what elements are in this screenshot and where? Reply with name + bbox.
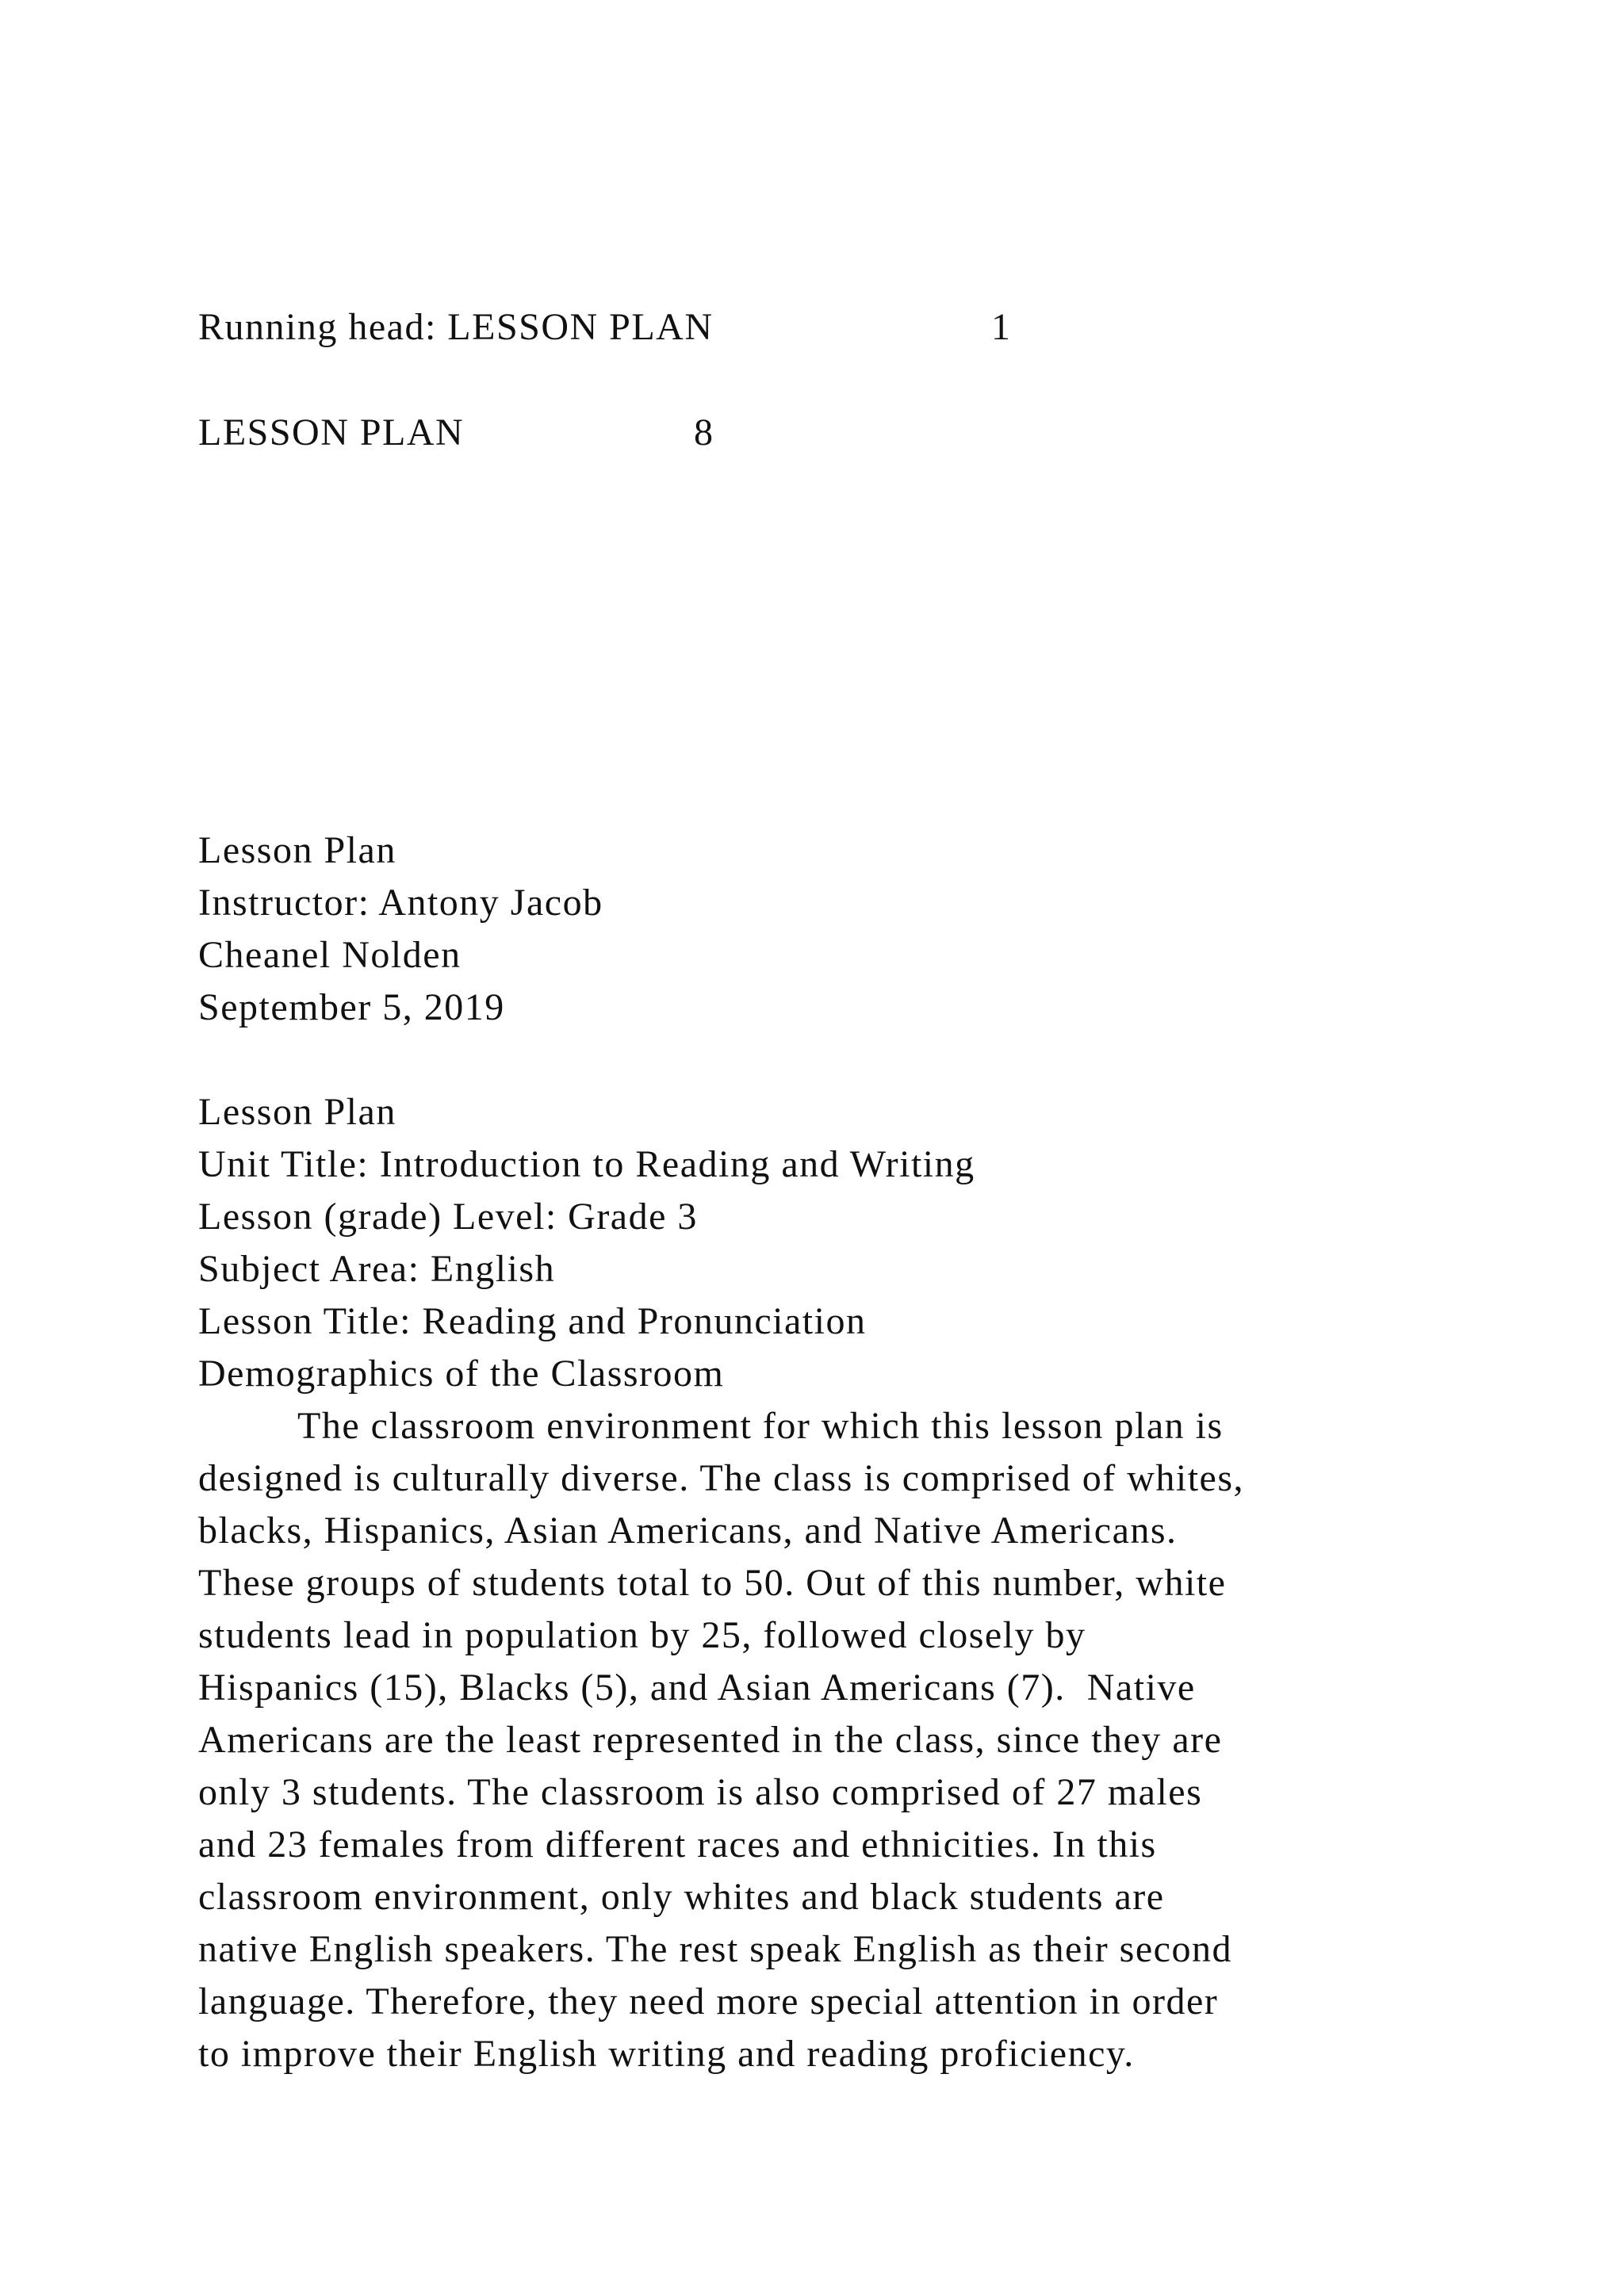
body-line: blacks, Hispanics, Asian Americans, and Native Americans.: [198, 1510, 1178, 1552]
body-line: to improve their English writing and reading proficiency.: [198, 2033, 1135, 2075]
body-line: students lead in population by 25, followed closely by: [198, 1614, 1086, 1656]
grade-level: Lesson (grade) Level: Grade 3: [198, 1196, 698, 1238]
short-title-page-number: 8: [694, 411, 714, 453]
short-title: LESSON PLAN: [198, 411, 465, 453]
running-head-page-number: 1: [991, 306, 1012, 348]
subject-area: Subject Area: English: [198, 1248, 556, 1290]
plan-heading: Lesson Plan: [198, 1091, 396, 1133]
body-line: and 23 females from different races and ethnicities. In this: [198, 1823, 1157, 1866]
unit-title: Unit Title: Introduction to Reading and Writing: [198, 1143, 975, 1185]
body-line: classroom environment, only whites and black students are: [198, 1876, 1165, 1918]
body-line: language. Therefore, they need more special attention in order: [198, 1980, 1219, 2022]
title-page-author: Cheanel Nolden: [198, 934, 462, 976]
body-line: These groups of students total to 50. Out of this number, white: [198, 1562, 1227, 1604]
body-line: only 3 students. The classroom is also comprised of 27 males: [198, 1771, 1203, 1813]
body-line: native English speakers. The rest speak English as their second: [198, 1928, 1232, 1970]
title-page-date: September 5, 2019: [198, 986, 505, 1028]
body-line: The classroom environment for which this lesson plan is: [297, 1405, 1224, 1447]
body-line: Americans are the least represented in the class, since they are: [198, 1719, 1223, 1761]
demographics-heading: Demographics of the Classroom: [198, 1353, 725, 1395]
body-line: Hispanics (15), Blacks (5), and Asian Americans (7). Native: [198, 1667, 1196, 1709]
lesson-title: Lesson Title: Reading and Pronunciation: [198, 1300, 867, 1342]
running-head-label: Running head: LESSON PLAN: [198, 306, 714, 348]
title-page-instructor: Instructor: Antony Jacob: [198, 882, 603, 924]
title-page-title: Lesson Plan: [198, 829, 396, 871]
body-line: designed is culturally diverse. The class is comprised of whites,: [198, 1457, 1245, 1499]
